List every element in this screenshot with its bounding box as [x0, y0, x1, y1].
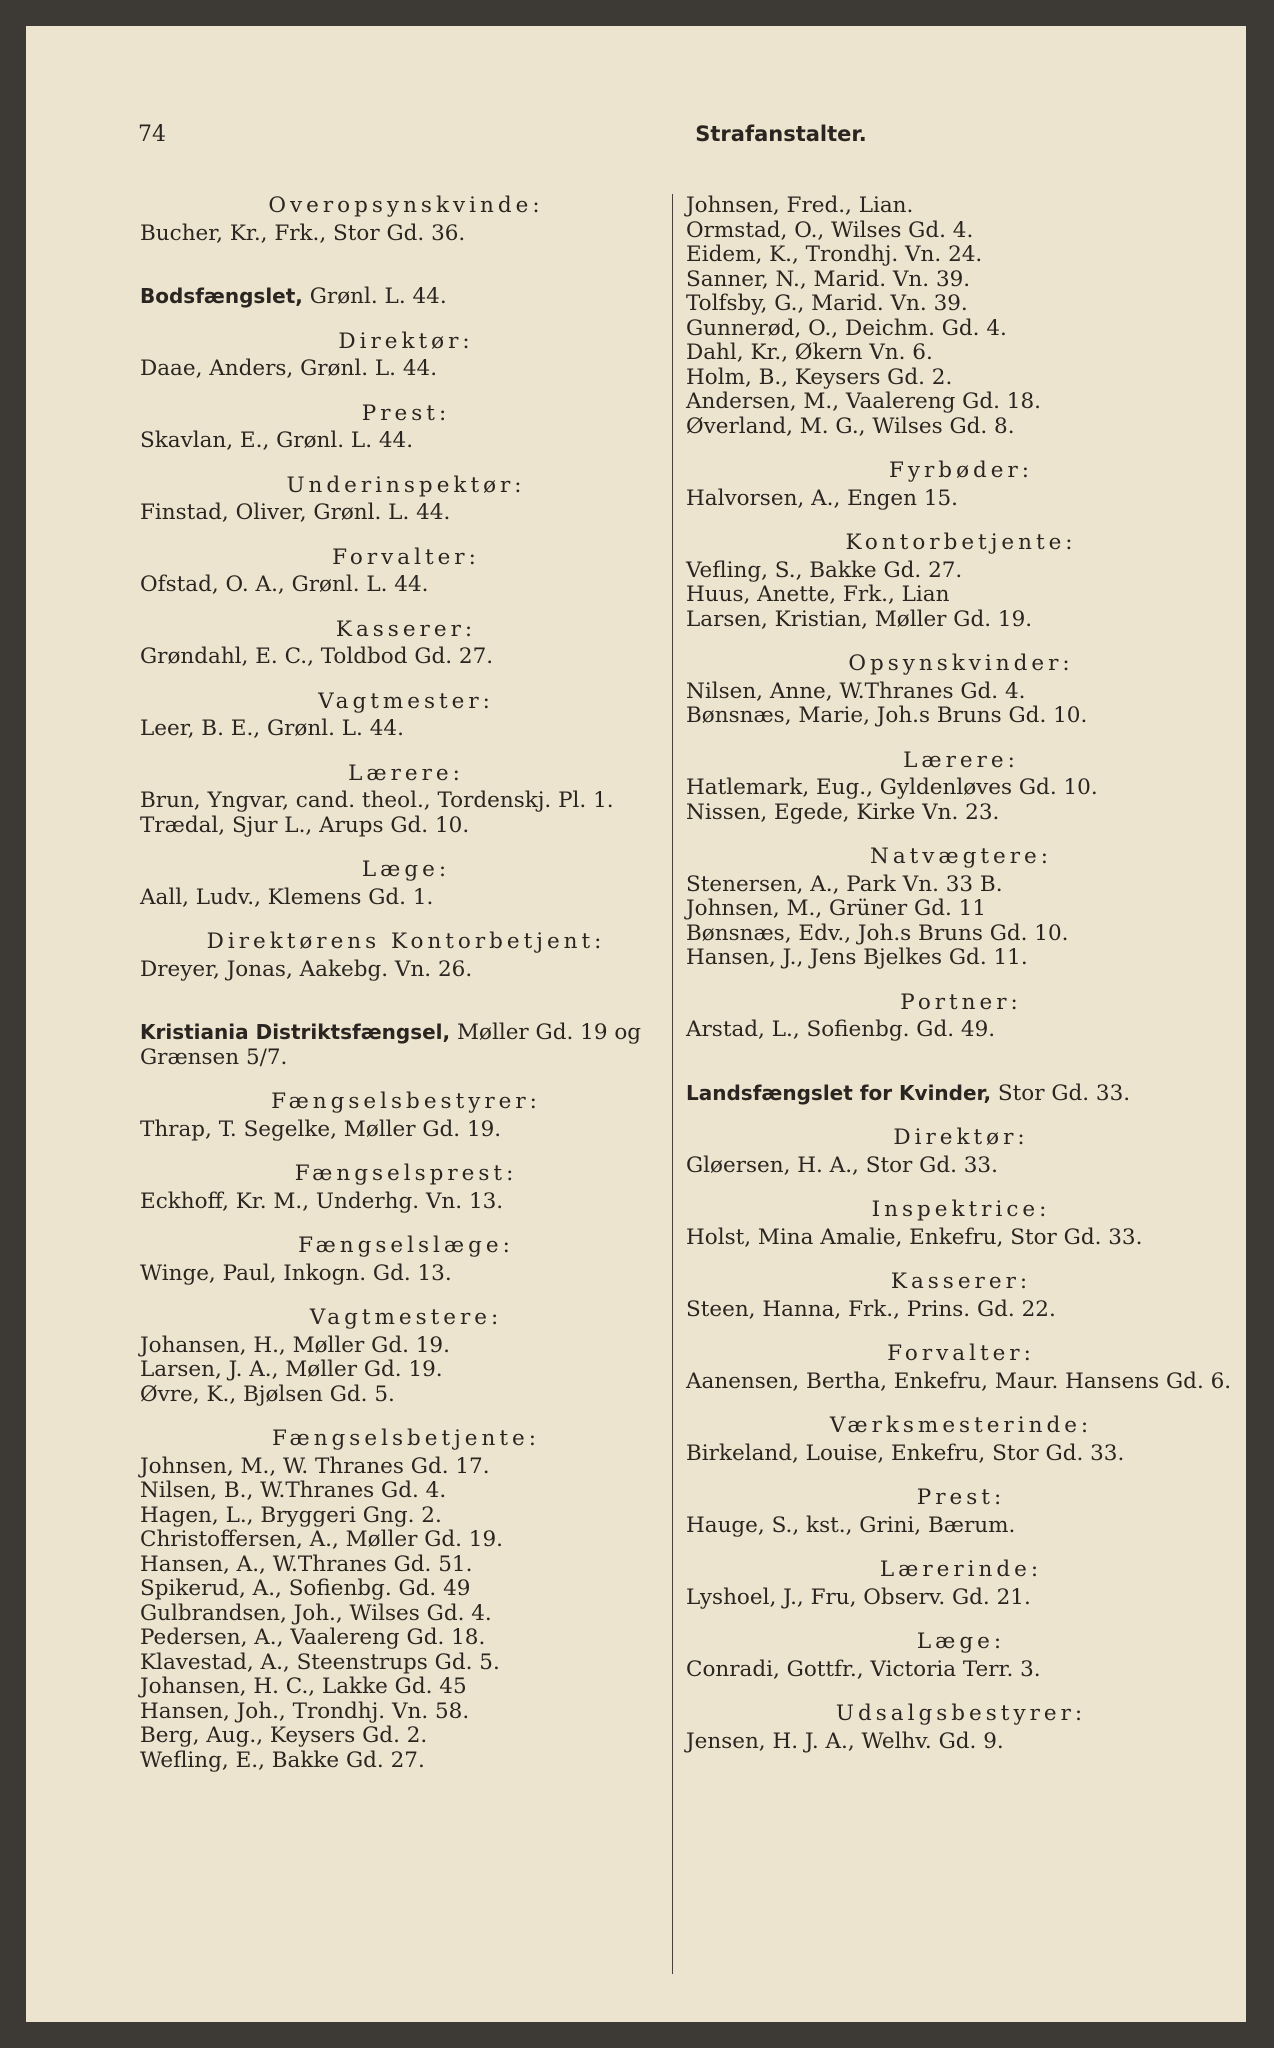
institution-heading [140, 284, 672, 310]
section-title: Forvalter: [332, 544, 480, 570]
section-title: Direktør: [893, 1125, 1029, 1150]
directory-entry: Aall, Ludv., Klemens Gd. 1. [140, 884, 434, 910]
section-title: Opsynskvinder: [848, 651, 1074, 676]
directory-entry: Gløersen, H. A., Stor Gd. 33. [686, 1152, 998, 1178]
directory-entry: Larsen, Kristian, Møller Gd. 19. [686, 606, 1033, 632]
institution-heading [140, 1020, 672, 1070]
directory-entry: Eidem, K., Trondhj. Vn. 24. [686, 242, 983, 267]
page-header [138, 122, 1184, 162]
directory-entry: Nilsen, B., W.Thranes Gd. 4. [140, 1478, 447, 1503]
directory-section [140, 1090, 672, 1142]
section-title: Lærere: [348, 760, 464, 786]
institution-name: Landsfængslet for Kvinder, [686, 1080, 992, 1105]
section-title: Prest: [916, 1485, 1006, 1510]
directory-entry: Johansen, H., Møller Gd. 19. [140, 1332, 450, 1358]
directory-entry: Ofstad, O. A., Grønl. L. 44. [140, 572, 429, 597]
directory-entry: Hansen, A., W.Thranes Gd. 51. [140, 1551, 473, 1577]
institution-heading [686, 1081, 1236, 1107]
directory-section [686, 1558, 1236, 1610]
directory-entry: Ormstad, O., Wilses Gd. 4. [686, 217, 974, 243]
directory-section [686, 1414, 1236, 1466]
section-title: Fængselsprest: [294, 1161, 518, 1186]
directory-entry: Pedersen, A., Vaalereng Gd. 18. [140, 1625, 486, 1650]
directory-entry: Thrap, T. Segelke, Møller Gd. 19. [140, 1116, 502, 1142]
directory-entry: Skavlan, E., Grønl. L. 44. [140, 428, 414, 453]
institution-address: Stor Gd. 33. [997, 1080, 1131, 1106]
directory-entry: Arstad, L., Sofienbg. Gd. 49. [686, 1017, 996, 1042]
right-column [686, 194, 1236, 1754]
directory-entry: Johnsen, M., Grüner Gd. 11 [686, 896, 986, 921]
directory-entry: Johnsen, M., W. Thranes Gd. 17. [140, 1453, 490, 1479]
section-title: Fængselsbestyrer: [271, 1089, 541, 1114]
directory-entry: Huus, Anette, Frk., Lian [686, 582, 950, 607]
institution-name: Bodsfængslet, [140, 284, 303, 308]
directory-entry: Leer, B. E., Grønl. L. 44. [140, 716, 404, 741]
section-title: Fyrbøder: [888, 458, 1034, 483]
directory-entry: Dahl, Kr., Økern Vn. 6. [686, 340, 933, 365]
directory-entry: Gunnerød, O., Deichm. Gd. 4. [686, 315, 1007, 341]
directory-section [140, 474, 672, 526]
section-title: Værksmesterinde: [829, 1413, 1093, 1438]
section-title: Forvalter: [887, 1341, 1035, 1366]
directory-section [140, 1234, 672, 1286]
directory-entry: Berg, Aug., Keysers Gd. 2. [140, 1723, 428, 1748]
section-title: Direktør: [338, 328, 474, 354]
directory-section [140, 1162, 672, 1214]
directory-entry: Gulbrandsen, Joh., Wilses Gd. 4. [140, 1600, 492, 1626]
directory-entry: Grøndahl, E. C., Toldbod Gd. 27. [140, 644, 494, 669]
directory-entry: Hansen, J., Jens Bjelkes Gd. 11. [686, 945, 1028, 970]
section-title: Fængselsbetjente: [272, 1426, 540, 1451]
directory-entry: Andersen, M., Vaalereng Gd. 18. [686, 389, 1041, 414]
directory-entry: Aanensen, Bertha, Enkefru, Maur. Hansens Gd. 6. [686, 1368, 1232, 1394]
directory-section [140, 930, 672, 982]
directory-section [140, 1427, 672, 1773]
directory-entry: Hansen, Joh., Trondhj. Vn. 58. [140, 1698, 470, 1724]
directory-entry: Wefling, E., Bakke Gd. 27. [140, 1747, 425, 1773]
directory-section [140, 618, 672, 670]
directory-page [26, 26, 1246, 2022]
section-title: Prest: [361, 400, 451, 426]
directory-entry: Spikerud, A., Sofienbg. Gd. 49 [140, 1576, 471, 1601]
section-title: Underinspektør: [286, 472, 526, 498]
directory-entry: Finstad, Oliver, Grønl. L. 44. [140, 500, 451, 525]
left-column [140, 194, 672, 1773]
section-title: Vagtmester: [318, 688, 494, 714]
directory-entry: Hauge, S., kst., Grini, Bærum. [686, 1512, 1016, 1538]
directory-section [140, 330, 672, 382]
section-title: Lærere: [903, 747, 1019, 773]
directory-entry: Steen, Hanna, Frk., Prins. Gd. 22. [686, 1296, 1056, 1322]
institution-name: Kristiania Distriktsfængsel, [140, 1020, 451, 1044]
directory-section [686, 459, 1236, 511]
directory-section [686, 845, 1236, 971]
directory-entry: Winge, Paul, Inkogn. Gd. 13. [140, 1260, 452, 1286]
directory-section [140, 194, 672, 246]
directory-entry: Brun, Yngvar, cand. theol., Tordenskj. Pl. 1. [140, 788, 614, 813]
directory-section [686, 652, 1236, 729]
section-title: Direktørens Kontorbetjent: [206, 929, 606, 954]
directory-section [140, 1306, 672, 1407]
directory-entry: Hatlemark, Eug., Gyldenløves Gd. 10. [686, 775, 1098, 800]
directory-section [686, 1630, 1236, 1682]
directory-entry: Conradi, Gottfr., Victoria Terr. 3. [686, 1656, 1041, 1682]
section-title: Læge: [361, 857, 451, 882]
column-divider [672, 194, 673, 1974]
directory-entry: Eckhoff, Kr. M., Underhg. Vn. 13. [140, 1188, 504, 1214]
directory-entry: Holm, B., Keysers Gd. 2. [686, 364, 953, 390]
directory-section [686, 194, 1236, 439]
section-title: Fængselslæge: [298, 1233, 514, 1258]
institution-address: Grønl. L. 44. [309, 284, 447, 309]
directory-section [686, 749, 1236, 826]
directory-entry: Halvorsen, A., Engen 15. [686, 485, 959, 511]
directory-entry: Larsen, J. A., Møller Gd. 19. [140, 1357, 443, 1382]
section-title: Lærerinde: [879, 1557, 1043, 1582]
directory-entry: Klavestad, A., Steenstrups Gd. 5. [140, 1649, 500, 1675]
directory-entry: Nissen, Egede, Kirke Vn. 23. [686, 799, 1000, 825]
section-title: Overopsynskvinde: [268, 193, 544, 218]
directory-entry: Daae, Anders, Grønl. L. 44. [140, 356, 438, 381]
directory-entry: Stenersen, A., Park Vn. 33 B. [686, 871, 1003, 897]
section-title: Portner: [900, 989, 1022, 1015]
section-title: Vagtmestere: [309, 1305, 503, 1330]
page-number: 74 [138, 122, 166, 147]
section-title: Kasserer: [890, 1269, 1032, 1294]
directory-section [686, 531, 1236, 632]
directory-entry: Bucher, Kr., Frk., Stor Gd. 36. [140, 220, 466, 246]
directory-section [140, 402, 672, 454]
directory-entry: Øverland, M. G., Wilses Gd. 8. [686, 413, 1015, 439]
directory-entry: Trædal, Sjur L., Arups Gd. 10. [140, 812, 470, 838]
directory-section [686, 1342, 1236, 1394]
section-title: Natvægtere: [870, 844, 1052, 869]
directory-entry: Dreyer, Jonas, Aakebg. Vn. 26. [140, 956, 473, 982]
directory-section [686, 1270, 1236, 1322]
section-title: Kontorbetjente: [845, 530, 1077, 555]
directory-section [686, 991, 1236, 1043]
directory-section [686, 1198, 1236, 1250]
directory-entry: Johnsen, Fred., Lian. [686, 193, 914, 218]
directory-section [140, 546, 672, 598]
directory-entry: Holst, Mina Amalie, Enkefru, Stor Gd. 33. [686, 1224, 1143, 1250]
directory-section [686, 1486, 1236, 1538]
directory-section [686, 1126, 1236, 1178]
directory-entry: Sanner, N., Marid. Vn. 39. [686, 266, 971, 292]
running-head: Strafanstalter. [695, 122, 867, 146]
section-title: Inspektrice: [871, 1197, 1051, 1222]
directory-entry: Tolfsby, G., Marid. Vn. 39. [686, 291, 968, 316]
directory-entry: Vefling, S., Bakke Gd. 27. [686, 557, 963, 583]
directory-entry: Bønsnæs, Edv., Joh.s Bruns Gd. 10. [686, 920, 1069, 946]
directory-entry: Bønsnæs, Marie, Joh.s Bruns Gd. 10. [686, 703, 1088, 728]
directory-entry: Nilsen, Anne, W.Thranes Gd. 4. [686, 678, 1026, 704]
section-title: Læge: [916, 1629, 1006, 1654]
directory-entry: Lyshoel, J., Fru, Observ. Gd. 21. [686, 1584, 1031, 1610]
directory-entry: Christoffersen, A., Møller Gd. 19. [140, 1527, 503, 1552]
directory-section [140, 858, 672, 910]
directory-section [140, 690, 672, 742]
section-title: Udsalgsbestyrer: [835, 1701, 1087, 1726]
directory-entry: Hagen, L., Bryggeri Gng. 2. [140, 1502, 442, 1528]
directory-section [686, 1702, 1236, 1754]
institution-address: Møller Gd. 19 og Grænsen 5/7. [140, 1020, 642, 1070]
directory-entry: Jensen, H. J. A., Welhv. Gd. 9. [686, 1728, 1004, 1754]
directory-entry: Birkeland, Louise, Enkefru, Stor Gd. 33. [686, 1440, 1125, 1466]
directory-section [140, 762, 672, 839]
directory-entry: Øvre, K., Bjølsen Gd. 5. [140, 1381, 395, 1407]
section-title: Kasserer: [335, 616, 477, 642]
directory-entry: Johansen, H. C., Lakke Gd. 45 [140, 1674, 467, 1699]
